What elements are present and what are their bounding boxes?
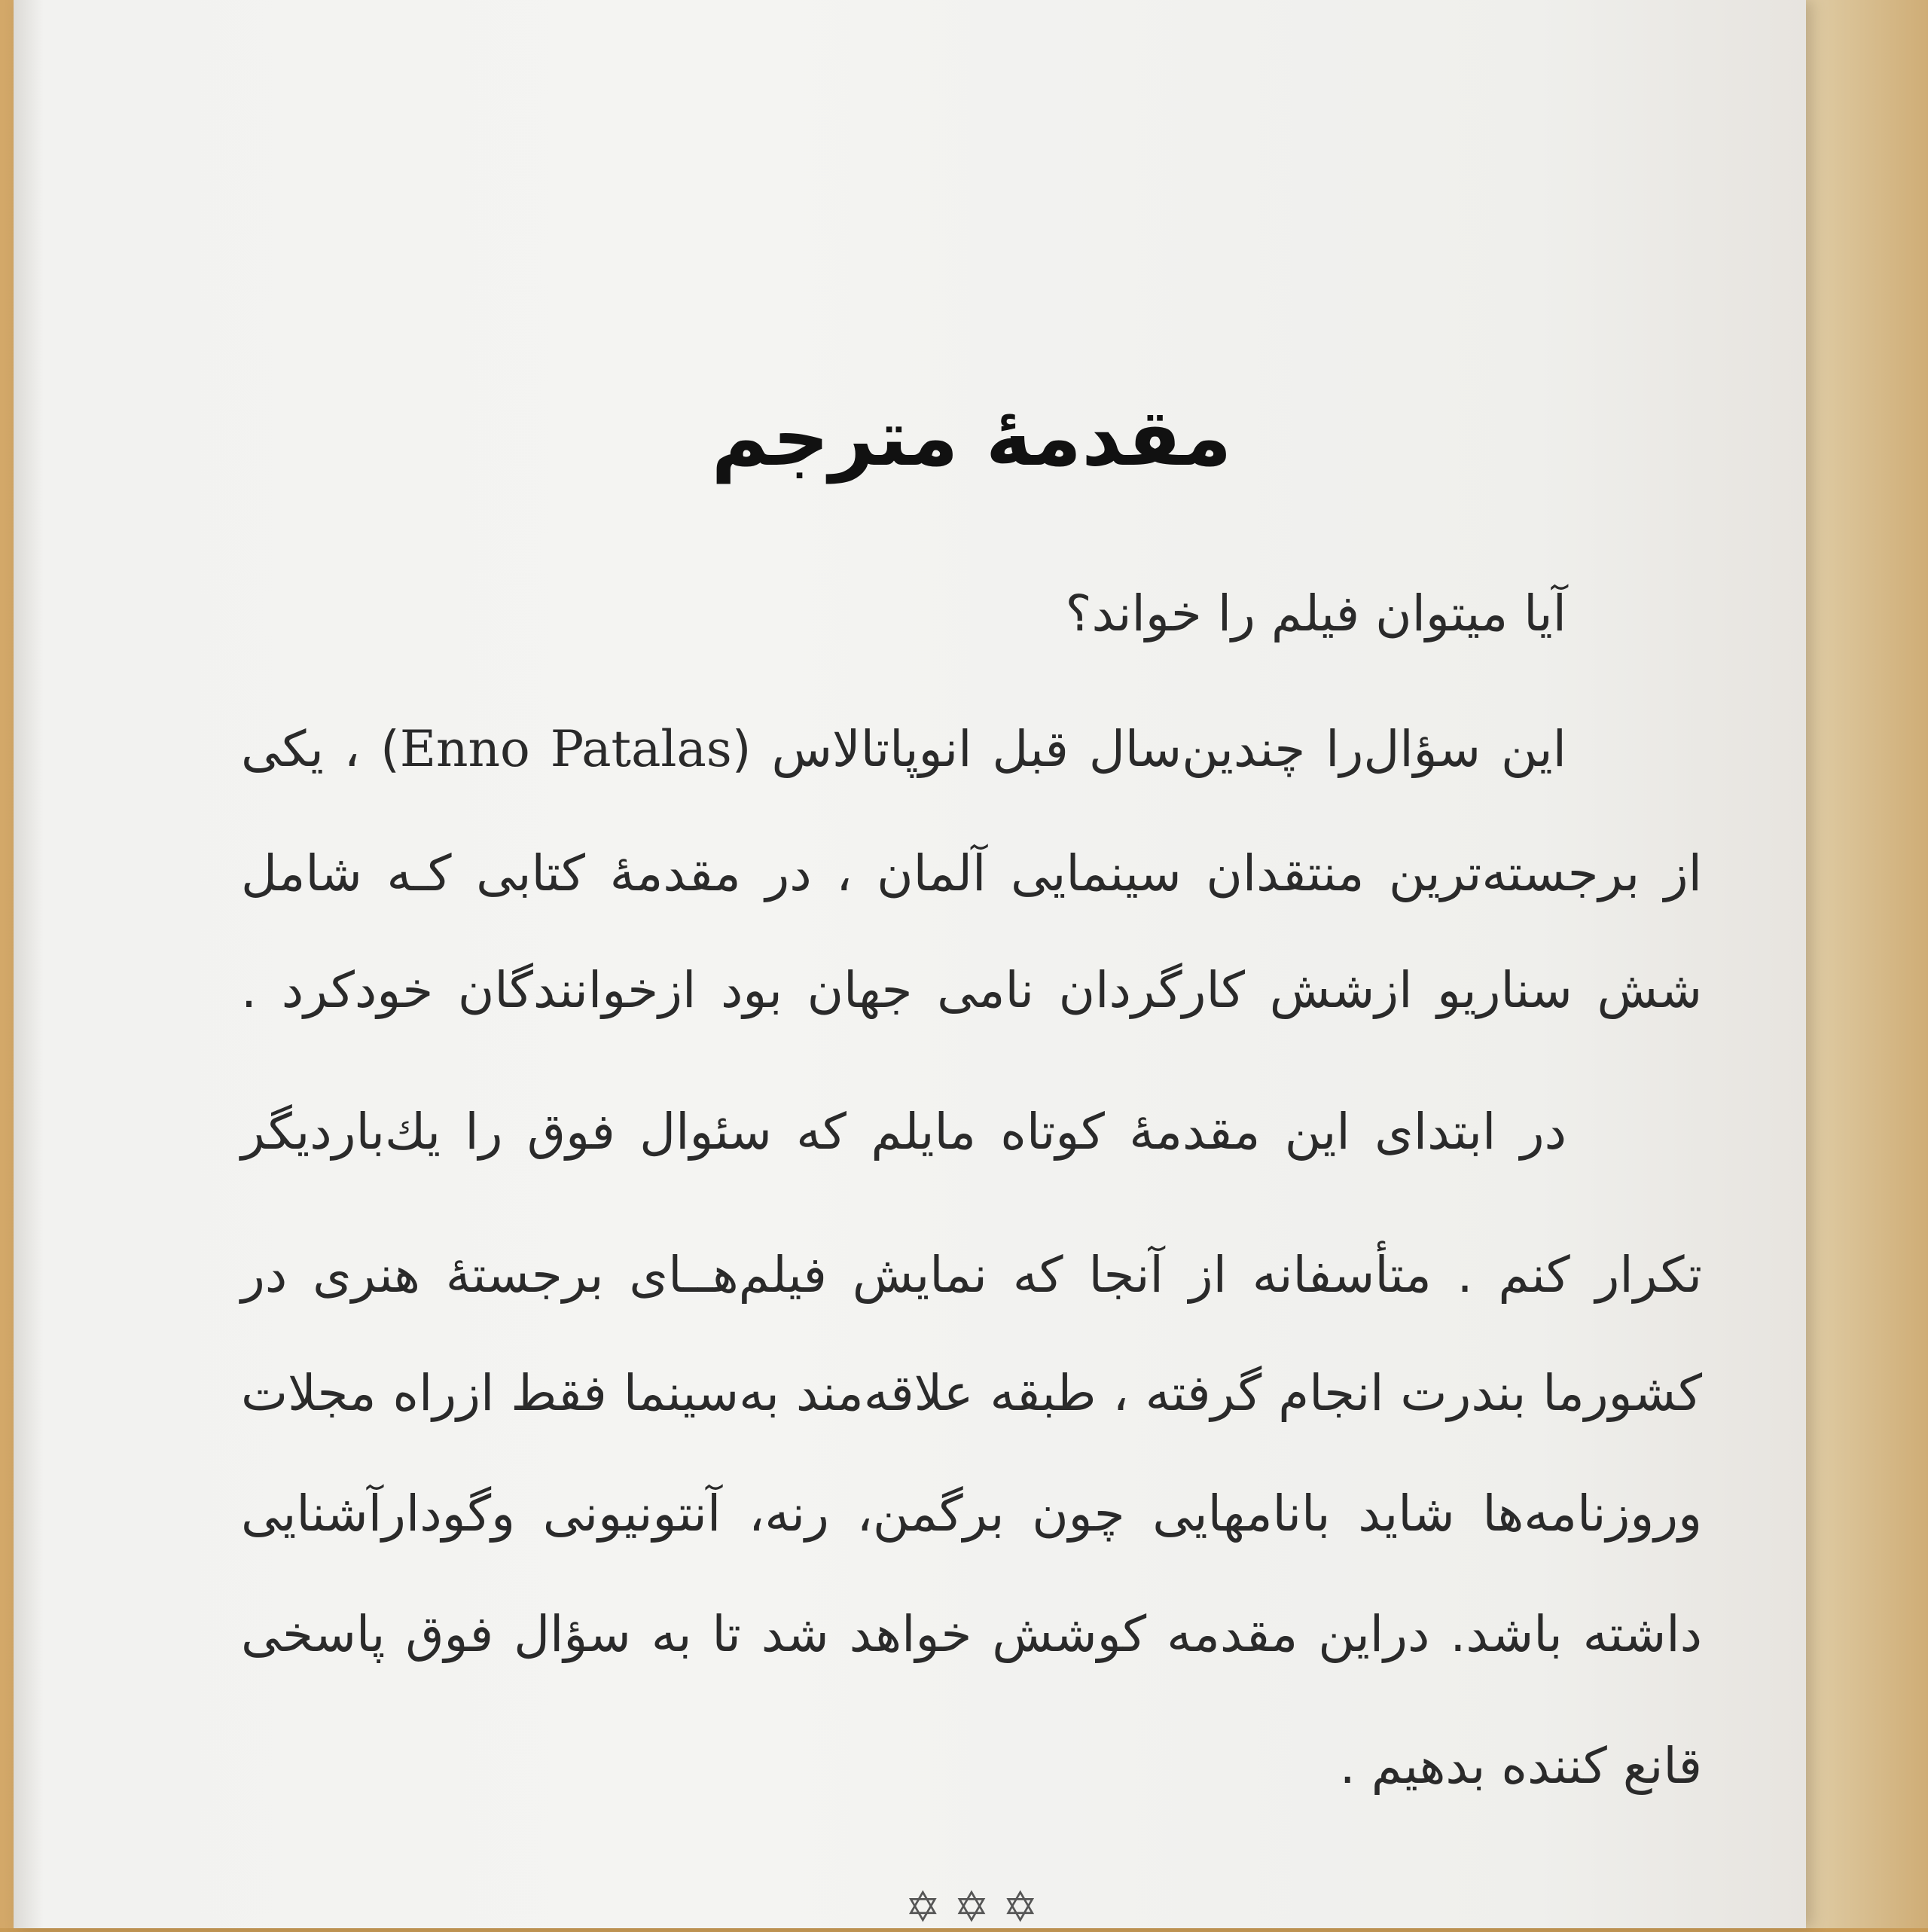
- paragraph-1-line-1-after: ) ، یکی: [241, 720, 400, 778]
- paragraph-2-line-6: قانع کننده بدهیم .: [1339, 1737, 1702, 1795]
- page-gutter-shadow: [14, 0, 44, 1928]
- paragraph-2-line-1: در ابتدای این مقدمهٔ کوتاه مایلم که سئوال فوق را یك‌باردیگر: [241, 1103, 1566, 1161]
- ornament-divider: ✡ ✡ ✡: [905, 1883, 1039, 1932]
- paragraph-2-line-5: داشته باشد. دراین مقدمه کوشش خواهد شد تا به سؤال فوق پاسخی: [241, 1605, 1702, 1663]
- author-name-latin: Enno Patalas: [399, 720, 732, 778]
- page-title: مقدمهٔ مترجم: [711, 392, 1232, 484]
- paragraph-2-line-2: تکرار کنم . متأسفانه از آنجا که نمایش فیلم‌هــای برجستهٔ هنری در: [241, 1246, 1702, 1304]
- paragraph-2-line-4: وروزنامه‌ها شاید بانامهایی چون برگمن، رنه، آنتونیونی وگودارآشنایی: [241, 1485, 1702, 1543]
- paragraph-1-line-3: شش سناریو ازشش کارگردان نامی جهان بود ازخوانندگان خودکرد .: [241, 961, 1702, 1019]
- paragraph-1-line-1: [241, 716, 1702, 783]
- opening-question: آیا میتوان فیلم را خواند؟: [1065, 584, 1566, 642]
- paragraph-1-line-2: از برجسته‌ترین منتقدان سینمایی آلمان ، در مقدمهٔ کتابی کـه شامل: [241, 844, 1702, 902]
- page-content: [241, 0, 1702, 1928]
- paragraph-1-line-1-before: این سؤال‌را چندین‌سال قبل انوپاتالاس (: [731, 720, 1566, 778]
- paragraph-2-line-3: کشورما بندرت انجام گرفته ، طبقه علاقه‌مند به‌سینما فقط ازراه مجلات: [241, 1364, 1702, 1422]
